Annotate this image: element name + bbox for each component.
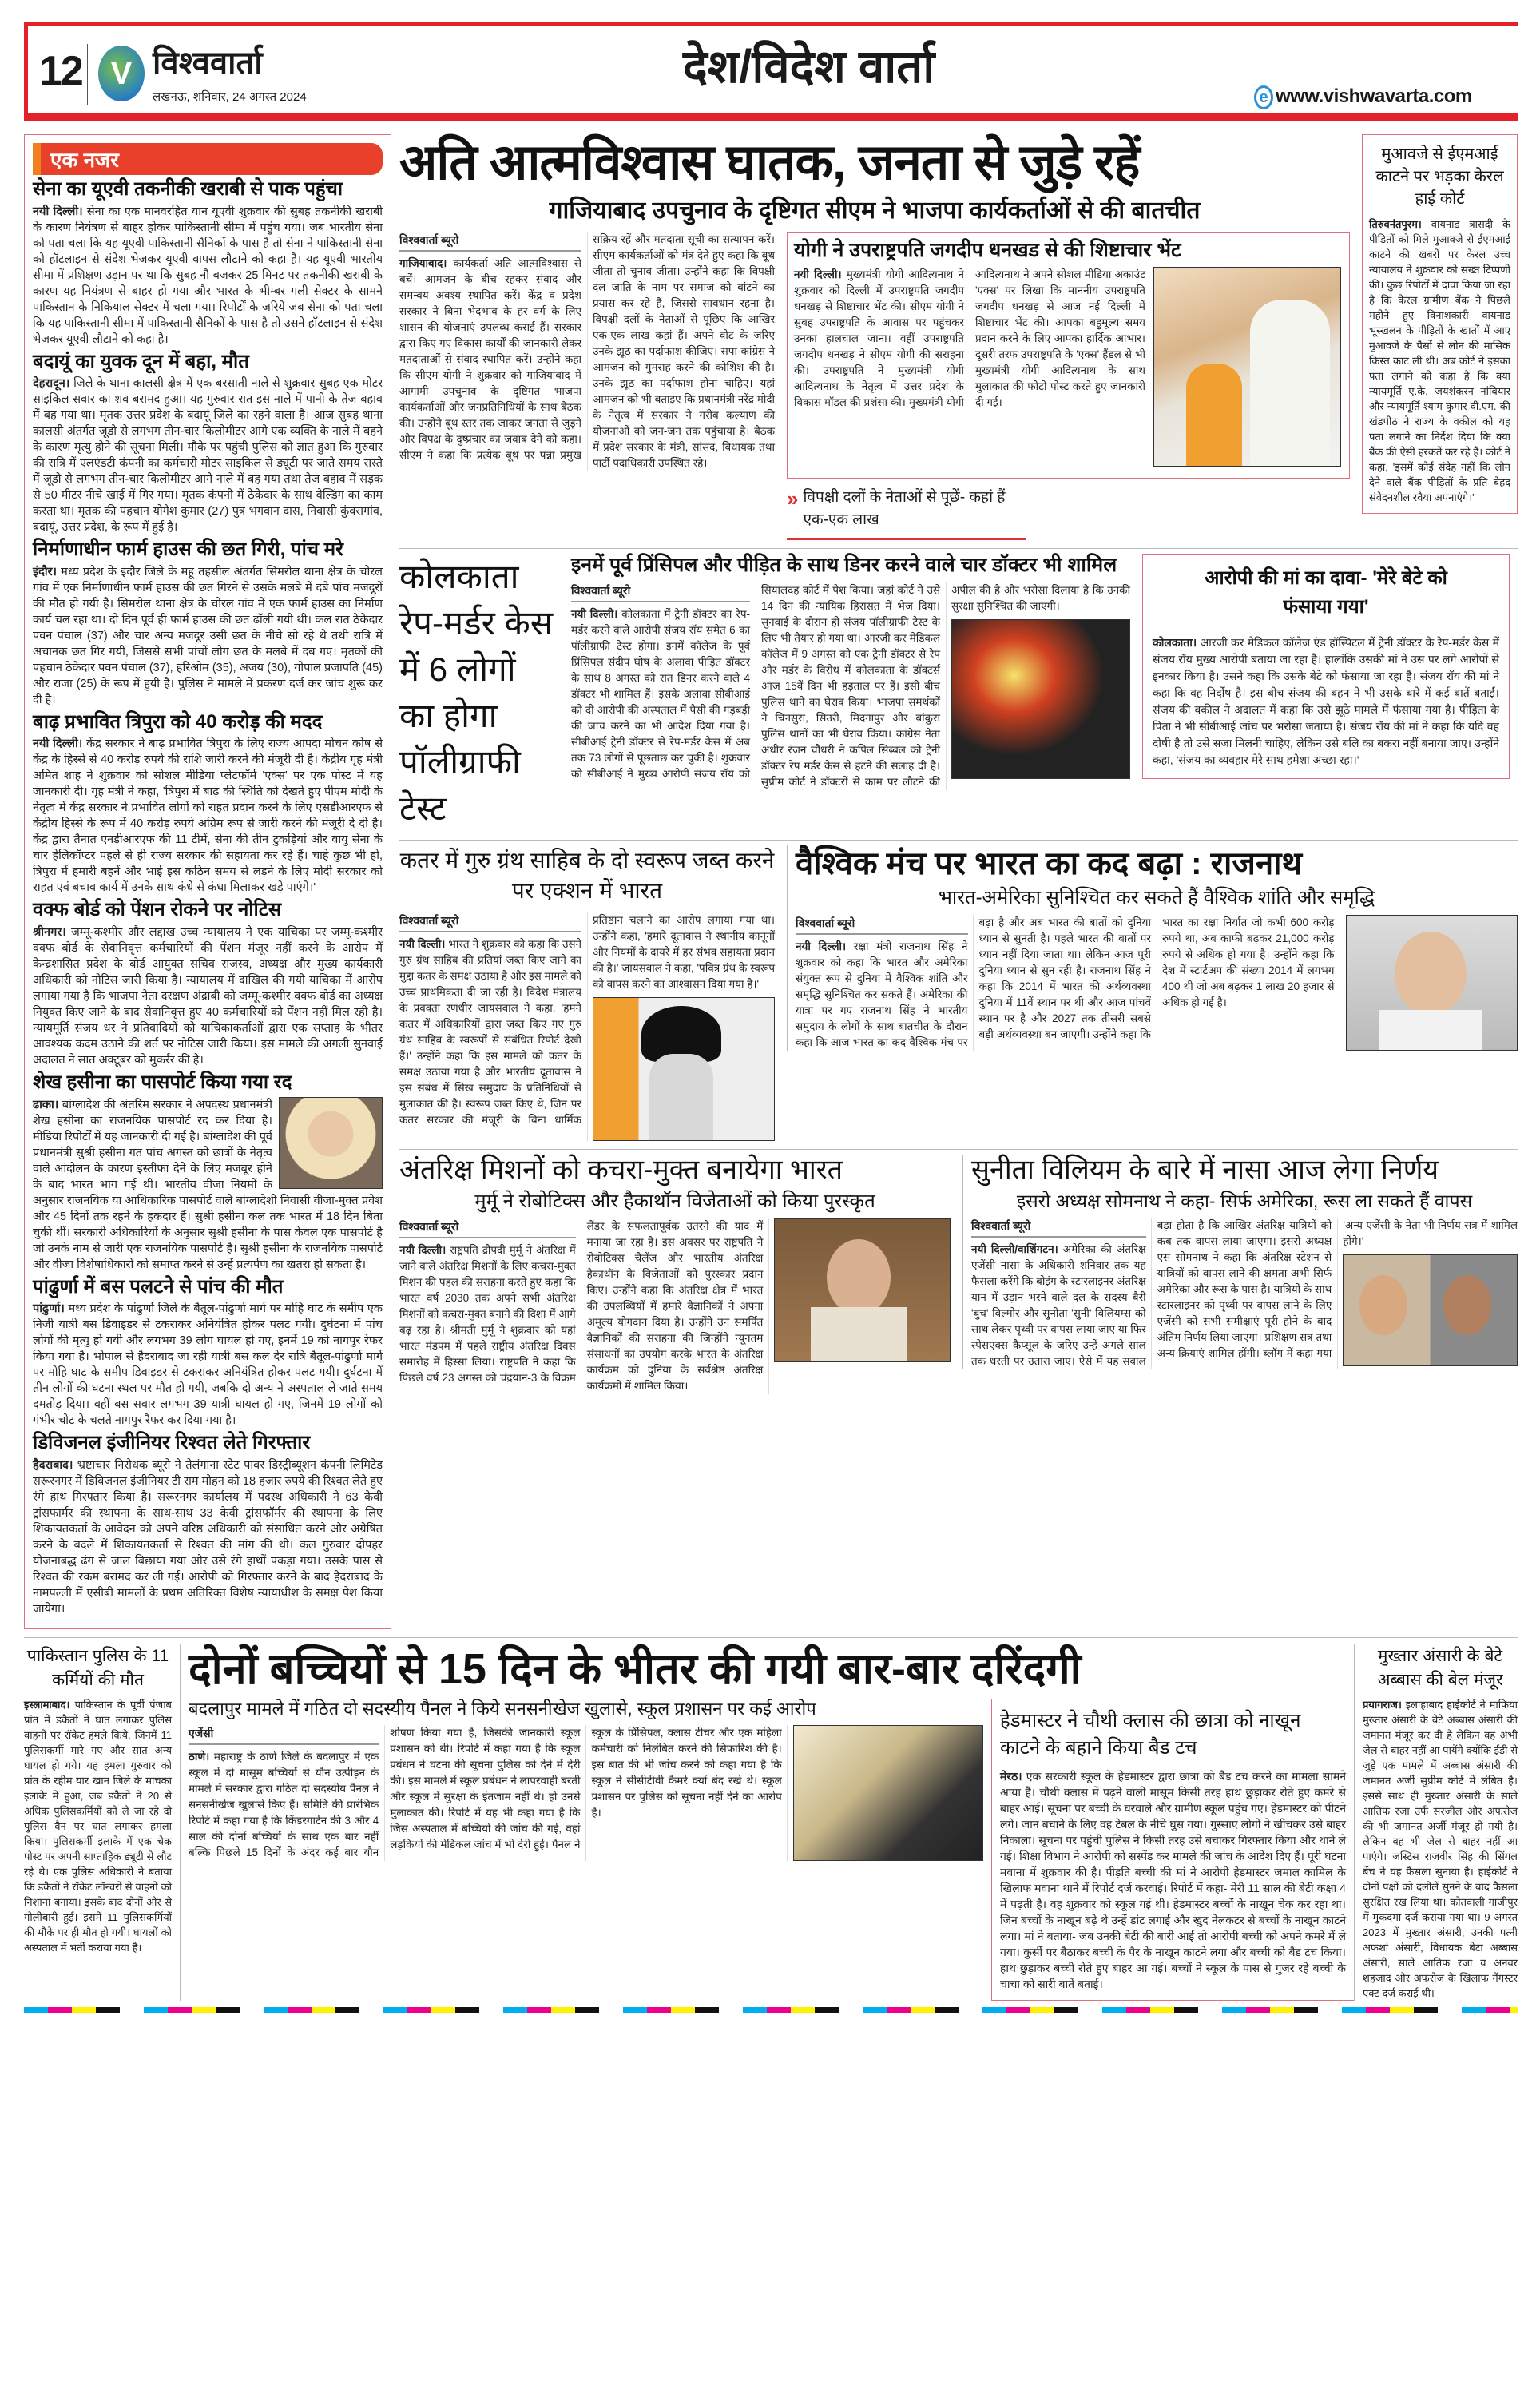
mother-claim-box: आरोपी की मां का दावा- 'मेरे बेटे को फंसाया गया' कोलकाता। आरजी कर मेडिकल कॉलेज एंड हॉस्पिटल में ट्रेनी डॉक्टर के रेप-मर्डर केस में संजय रॉय मुख्य आरोपी बताया जा रहा है। हालांकि उसकी मां ने उस पर लगे आरोपों से इनकार किया है। उसने कहा कि उसके बेटे को फंसाया जा रहा है। संजय रॉय की मां ने कहा कि वह निर्दोष है। इस बीच संजय की बहन ने भी उसके बारे में कई बातें बताईं। संजय की वकील ने अदालत में कहा कि उसे झूठे मामले में फंसाया गया है। पीड़िता के पिता ने भी सीबीआई जांच पर भरोसा जताया है। संजय रॉय की मां ने कहा कि यदि वह दोषी है तो उसे सजा मिलनी चाहिए, लेकिन उसे बलि का बकरा नहीं बनाया जाए। उन्होंने कहा, 'संजय का व्यवहार मेरे साथ हमेशा अच्छा रहा।' — [1142, 554, 1510, 779]
lead-body: कार्यकर्ता अति आत्मविश्वास से बचें। आमजन के बीच रहकर संवाद और समन्वय अवश्य स्थापित करें। केंद्र व प्रदेश सरकार ने बिना भेदभाव के हर वर्ग के लिए शासन की योजनाएं उपलब्ध कराई हैं। सरकार द्वारा किए गए विकास कार्यों की जानकारी लेकर मतदाताओं से संवाद स्थापित करें। उन्होंने कहा कि सीएम योगी ने शुक्रवार को गाजियाबाद में आगामी उपचुनाव के दृष्टिगत भाजपा कार्यकर्ताओं और जनप्रतिनिधियों के साथ बैठक की। उन्होंने बूथ स्तर तक जाकर जनता से जुड़ने और विपक्ष के दुष्प्रचार का जवाब देने को कहा। सीएम ने कहा कि प्रत्येक बूथ पर पन्ना प्रमुख सक्रिय रहें और मतदाता सूची का सत्यापन करें। सीएम कार्यकर्ताओं को मंत्र देते हुए कहा कि बूथ जीता तो चुनाव जीता। उन्होंने कहा कि विपक्षी दल जाति के नाम पर समाज को बांटने का प्रयास कर रहे हैं, जिससे सावधान रहना है। विपक्षी दलों के नेताओं से पूछिए कि आखिर एक-एक लाख कहां हैं। अपने वोट के जरिए उनके झूठ का पर्दाफाश कीजिए। सपा-कांग्रेस ने आमजन को गुमराह करने की कोशिश की है। उनके झूठ का पर्दाफाश होना चाहिए। यहां आमजन को भी बताइए कि प्रधानमंत्री नरेंद्र मोदी के नेतृत्व में सरकार ने गरीब कल्याण की योजनाओं को जन-जन तक पहुंचाया है। बैठक में प्रदेश सरकार के मंत्री, सांसद, विधायक तथा पार्टी पदाधिकारी उपस्थित रहे। — [399, 233, 775, 469]
mukhtar-article: प्रयागराज। इलाहाबाद हाईकोर्ट ने माफिया मुख्तार अंसारी के बेटे अब्बास अंसारी की जमानत मंजूर कर दी है लेकिन वह अभी जेल से बाहर नहीं आ पायेंगे क्योंकि ईडी से जुड़े एक मामले में अब्बास अंसारी की जमानत अर्जी सुप्रीम कोर्ट में लंबित है। इससे साथ ही मुख्तार अंसारी के साले आतिफ रजा उर्फ सरजील और अफरोज की भी जमानत अर्जी मंजूर हो गयी है। लेकिन वह भी जेल से बाहर नहीं आ पाएंगे। जस्टिस राजवीर सिंह की सिंगल बेंच ने यह फैसला सुनाया है। हाईकोर्ट ने दोनों पक्षों को दलीलें सुनने के बाद फैसला सुरक्षित रख लिया था। कोतवाली गाजीपुर में मुकदमा दर्ज कराया गया था। 9 अगस्त 2023 में मुख्तार अंसारी, उनकी पत्नी अफशां अंसारी, विधायक बेटा अब्बास अंसारी, साले आतिफ रजा व अनवर शहजाद और अफरोज के खिलाफ गैंगस्टर एक्ट दर्ज कराई थी। — [1363, 1698, 1518, 1999]
brief-body: मध्य प्रदेश के इंदौर जिले के महू तहसील अंतर्गत सिमरोल थाना क्षेत्र के चोरल गांव में एक निर्माणाधीन फार्म हाउस की छत गिरने से उसके मलबे में दबे पांच मजदूरों की मौत हो गयी है। सिमरोल थाना क्षेत्र के चोरल गांव में एक फार्म हाउस का निर्माण कार्य चल रहा था। दो दिन पूर्व ही फार्म हाउस की छत ढॉली गयी थी। कल रात ठेकेदार पवन पंचाल (37) और चार अन्य मजदूर उसी छत के नीचे सो रहे थे तथी रात्रि में अचानक छत गिर गयी, जिससे सभी पांचों लोग छत के मलबे में दब गए। मृतकों की पहचान ठेकेदार पवन पंचाल (37), हरिओम (35), अजय (30), गोपाल प्रजापति (45) और राजा (25) के रूप में हुयी है। पुलिस ने मामले में प्रकरण दर्ज कर जांच शुरू कर दी है। — [33, 565, 383, 706]
globe-icon: e — [1254, 85, 1273, 109]
kolkata-section — [399, 549, 1518, 841]
byline: विश्ववार्ता ब्यूरो — [399, 232, 581, 252]
badlapur-article: एजेंसी ठाणे। महाराष्ट्र के ठाणे जिले के बदलापुर में एक स्कूल में दो मासूम बच्चियों से यौन उत्पीड़न के मामले में सरकार द्वारा गठित दो सदस्यीय पैनल ने सनसनीखेज खुलासे किए हैं। समिति की प्रारंभिक रिपोर्ट में कहा गया है कि किंडरगार्टन की 3 और 4 साल की दोनों बच्चियों के साथ एक बार नहीं बल्कि पिछले 15 दिनों के अंदर कई बार यौन शोषण किया गया है, जिसकी जानकारी स्कूल प्रशासन को थी। रिपोर्ट में कहा गया है कि स्कूल प्रबंधन ने घटना की सूचना पुलिस को देने में देरी की। इस मामले में स्कूल प्रबंधन ने लापरवाही बरती और स्कूल में सुरक्षा के इंतजाम नहीं थे। हो उनसे मुलाकात की। रिपोर्ट में यह भी कहा गया है कि जिस अस्पताल में बच्चियों की जांच की गई, वहां लड़कियों की मेडिकल जांच में भी देरी हुई। पैनल ने स्कूल के प्रिंसिपल, क्लास टीचर और एक महिला कर्मचारी को निलंबित करने की सिफारिश की है। इस बात की भी जांच करने को कहा गया है कि स्कूल ने सीसीटीवी कैमरे क्यों बंद रखे थे। स्कूल प्रशासन पर पुलिस को सूचना नहीं देने का आरोप है। — [189, 1725, 983, 1861]
dateline: लखनऊ, शनिवार, 24 अगस्त 2024 — [153, 90, 307, 104]
lead-subhead: गाजियाबाद उपचुनाव के दृष्टिगत सीएम ने भाजपा कार्यकर्ताओं से की बातचीत — [549, 197, 1201, 225]
brief-headline: बाढ़ प्रभावित त्रिपुरा को 40 करोड़ की मदद — [33, 710, 323, 733]
yogi-box — [787, 232, 1350, 479]
qatar-rajnath-section — [399, 841, 1518, 1150]
yogi-article: नयी दिल्ली। मुख्यमंत्री योगी आदित्यनाथ ने शुक्रवार को दिल्ली में उपराष्ट्रपति जगदीप धनखड़ से शिष्टाचार भेंट की। सीएम योगी ने सुबह उपराष्ट्रपति के आवास पर पहुंचकर उनका हालचाल जाना। वहीं उपराष्ट्रपति जगदीप धनखड़ ने सीएम योगी की सराहना की। उपराष्ट्रपति ने मुख्यमंत्री योगी आदित्यनाथ के नेतृत्व में उत्तर प्रदेश के विकास मॉडल की प्रशंसा की। मुख्यमंत्री योगी आदित्यनाथ ने अपने सोशल मीडिया अकाउंट 'एक्स' पर लिखा कि माननीय उपराष्ट्रपति जगदीप धनखड़ से आज नई दिल्ली में शिष्टाचार भेंट की। आपका बहुमूल्य समय प्रदान करने के लिए आपका हार्दिक आभार। दूसरी तरफ उपराष्ट्रपति के 'एक्स' हैंडल से भी मुख्यमंत्री योगी आदित्यनाथ के साथ मुलाकात की फोटो पोस्ट करते हुए जानकारी दी गई। — [794, 268, 1145, 408]
brief-headline: बदायूं का युवक दून में बहा, मौत — [33, 350, 249, 372]
ek-nazar-column — [24, 134, 391, 1629]
news-brief: पांढुर्णा में बस पलटने से पांच की मौत पांढुर्णा। मध्य प्रदेश के पांढुर्णा जिले के बैतूल-पांढुर्णा मार्ग पर मोहि घाट के समीप एक निजी यात्री बस डिवाइडर से टकराकर अनियंत्रित होकर पलट गयी। दुर्घटना में पांच लोगों की मृत्यु हो गयी और लगभग 39 लोग घायल हो गए, इनमें 19 को नागपुर रेफर किया गया है। भोपाल से हैदराबाद जा रही यात्री बस कल देर रात्रि बैतूल-पांढुर्णा मार्ग पर मोहि घाट के समीप डिवाइडर से टकराकर अनियंत्रित होकर पलट गयी। दुर्घटना में तीन लोगों की घटना स्थल पर मौत हो गयी, जबकि दो अन्य ने अस्पताल ले जाते समय दमतोड़ दिया। वहीं बस सवार लगभग 39 यात्री घायल हो गए, जिनमें 19 लोगों को गंभीर चोट के चलते नागपुर रैफर कर दिया गया है। — [33, 1275, 383, 1428]
quote-chevron-icon: » — [787, 486, 799, 511]
sunita-subhead: इसरो अध्यक्ष सोमनाथ ने कहा- सिर्फ अमेरिका, रूस ला सकते हैं वापस — [1016, 1190, 1473, 1211]
kerala-headline: मुआवजे से ईएमआई काटने पर भड़का केरल हाई कोर्ट — [1375, 145, 1504, 208]
logo-icon: V — [98, 46, 145, 101]
pak-article: इस्लामाबाद। पाकिस्तान के पूर्वी पंजाब प्रांत में डकैतों ने घात लगाकर पुलिस वाहनों पर रॉकेट हमले किये, जिनमें 11 पुलिसकर्मी मारे गए और सात अन्य घायल हो गये। यह हमला गुरुवार को प्रांत के रहीम यार खान जिले के माचका इलाके में हुआ, जब डकैतों ने 20 से अधिक पुलिसकर्मियों को ले जा रहे दो पुलिस वैन पर घात लगाकर हमला किया। पुलिसकर्मी इलाके में एक चेक पोस्ट पर अपनी साप्ताहिक ड्यूटी से लौट रहे थे। एक पुलिस अधिकारी ने बताया कि डकैतों ने रॉकेट लॉन्चरों से वाहनों को निशाना बनाया। इसके बाद दोनों ओर से गोलीबारी हुई। इसमें 11 पुलिसकर्मियों की मौके पर ही मौत हो गयी। घायलों को अस्पताल में भर्ती कराया गया है। — [24, 1698, 172, 1954]
headmaster-box: हेडमास्टर ने चौथी क्लास की छात्रा को नाखून काटने के बहाने किया बैड टच मेरठ। एक सरकारी स्कूल के हेडमास्टर द्वारा छात्रा को बैड टच करने का मामला सामने आया है। चौथी क्लास में पढ़ने वाली मासूम किसी तरह हाथ छुड़ाकर रोते हुए कमरे से बाहर आई। सूचना पर बच्ची के घरवाले और ग्रामीण स्कूल पहुंच गए। हेडमास्टर को पीटने लगे। जान बचाने के लिए वह टेबल के नीचे घुस गया। गुस्साए लोगों ने खींचकर उसे बाहर निकाला। सूचना पर पहुंची पुलिस ने किसी तरह उसे बचाकर गिरफ्तार किया और थाने ले गई। शिक्षा विभाग ने आरोपी को सस्पेंड कर मामले की जांच के आदेश दिए हैं। पूरी घटना मवाना में शुक्रवार की है। पीड़ति बच्ची की मां ने आरोपी हेडमास्टर जमाल कामिल के खिलाफ मवाना थाने में रिपोर्ट दर्ज करवाई। रिपोर्ट में कहा- मेरी 11 साल की बेटी कक्षा 4 में पढ़ती है। वह शुक्रवार को स्कूल गई थी। हेडमास्टर बच्चों के नाखून चेक कर रहा था। जिन बच्चों के नाखून बढ़े थे उन्हें डांट लगाई और खुद नेलकटर से बच्चों के नाखून काटने लगा। मां ने बताया- जब उनकी बेटी की बारी आई तो आरोपी बच्ची को अपने कमरे में ले गया। कुर्सी पर बैठाकर बच्ची के पैर के नाखून काटने लगा और बच्ची को बैड टच किया। हाथ छुड़ाकर बच्ची रोते हुए बाहर आ गई। बच्चों ने स्कूल के पास से गुजर रहे बच्ची के चाचा को सारी बातें बताई। — [991, 1699, 1355, 2001]
news-brief: शेख हसीना का पासपोर्ट किया गया रद ढाका। बांग्लादेश की अंतरिम सरकार ने अपदस्थ प्रधानमंत्री शेख हसीना का राजनयिक पासपोर्ट रद कर दिया है। मीडिया रिपोर्टों में यह जानकारी दी गई है। बांग्लादेश की पूर्व प्रधानमंत्री सुश्री हसीना गत पांच अगस्त को छात्रों के नेतृत्व वाले आंदोलन के कारण इस्तीफा देने के लिए मजबूर होने के बाद भारत भाग गई थीं। भारतीय वीजा नियमों के अनुसार राजनयिक या आधिकारिक पासपोर्ट वाले बांग्लादेशी निवासी वीजा-मुक्त प्रवेश और 45 दिनों तक रहने के हकदार हैं। सुश्री हसीना कल तक भारत में 18 दिन बिता चुकी थीं। सरकारी अधिकारियों के अनुसार सुश्री हसीना के पास केवल एक पासपोर्ट है जो उनके नाम से जारी एक राजनयिक पासपोर्ट है। सुश्री हसीना के राजनयिक पासपोर्ट और वीजा विशेषाधिकारों को समाप्त करने से उन्हें प्रत्यर्पण का खतरा हो सकता है। — [33, 1071, 383, 1271]
brief-body: सेना का एक मानवरहित यान यूएवी शुक्रवार की सुबह तकनीकी खराबी के कारण नियंत्रण से बाहर होकर पाकिस्तानी सीमा में पहुंच गया। जब भारतीय सेना को पता चला कि यह यूएवी पाकिस्तानी सैनिकों के पास है तो सेना ने पाकिस्तानी सेना को हॉटलाइन से संदेश भेजकर यूएवी वापस लौटाने को कहा है। यह यूएवी भारतीय सीमा में प्रशिक्षण उड़ान पर था कि सुबह नौ बजकर 25 मिनट पर तकनीकी खराबी के कारण यह नियंत्रण से बाहर हो गया और भारत के भीम्बर गली सेक्टर के सामने पाकिस्तान के निकियाल सेक्टर में चला गया। रिपोर्टों के जरिये जब सेना को पता चला कि यह पाकिस्तानी सीमा में पाकिस्तानी सैनिकों के पास है तो उसने हॉटलाइन से संदेश भेजकर यूएवी लौटाने को कहा है। — [33, 205, 383, 346]
badlapur-subhead: बदलापुर मामले में गठित दो सदस्यीय पैनल ने किये सनसनीखेज खुलासे, स्कूल प्रशासन पर कई आरोप — [189, 1698, 816, 1719]
brief-headline: डिविजनल इंजीनियर रिश्वत लेते गिरफ्तार — [33, 1432, 311, 1454]
page-number: 12 — [39, 48, 82, 94]
news-brief: डिविजनल इंजीनियर रिश्वत लेते गिरफ्तार हैदराबाद। भ्रष्टाचार निरोधक ब्यूरो ने तेलंगाना स्टेट पावर डिस्ट्रीब्यूशन कंपनी लिमिटेड सरूरनगर में डिविजनल इंजीनियर टी राम मोहन को 18 हजार रुपये की रिश्वत लेते हुए रंगे हाथ गिरफ्तार किया है। सरूरनगर कार्यालय में पदस्थ अधिकारी ने 63 केवी ट्रांसफार्मर की स्थापना के साथ-साथ 33 केवी ट्रांसफॉर्मर की स्थापना के लिए शिकायतकर्ता के आवेदन को अपने वरिष्ठ अधिकारी को संसाधित करने और अग्रेषित करने के बदले में शिकायतकर्ता से रिश्वत की मांग की थी। कल गुरुवार दोपहर योजनाबद्ध ढंग से जाल बिछाया गया और उसे रंगे हाथों पकड़ा गया। उसके पास से रिश्वत की रकम बरामद कर ली गई। आरोपी को गिरफ्तार करने के बाद हैदराबाद के नामपल्ली में एसीबी मामलों के प्रथम अतिरिक्त विशेष न्यायाधीश के समक्ष पेश किया जायेगा। — [33, 1432, 383, 1616]
brief-list — [33, 178, 383, 1617]
sikh-leader-photo — [593, 997, 775, 1141]
space-sunita-section — [399, 1150, 1518, 1403]
space-subhead: मुर्मू ने रोबोटिक्स और हैकाथॉन विजेताओं को किया पुरस्कृत — [474, 1190, 875, 1212]
mukhtar-headline: मुख्तार अंसारी के बेटे अब्बास की बेल मंजूर — [1377, 1646, 1503, 1689]
brief-body: भ्रष्टाचार निरोधक ब्यूरो ने तेलंगाना स्टेट पावर डिस्ट्रीब्यूशन कंपनी लिमिटेड सरूरनगर में डिविजनल इंजीनियर टी राम मोहन को 18 हजार रुपये की रिश्वत लेते हुए रंगे हाथ गिरफ्तार किया है। सरूरनगर कार्यालय में पदस्थ अधिकारी ने 63 केवी ट्रांसफार्मर की स्थापना के साथ-साथ 33 केवी ट्रांसफॉर्मर की स्थापना के लिए शिकायतकर्ता के आवेदन को अपने वरिष्ठ अधिकारी को संसाधित करने और अग्रेषित करने के बदले में शिकायतकर्ता से रिश्वत की मांग की थी। कल गुरुवार दोपहर योजनाबद्ध ढंग से जाल बिछाया गया और उसे रंगे हाथों पकड़ा गया। उसके पास से रिश्वत की रकम बरामद कर ली गई। आरोपी को गिरफ्तार करने के बाद हैदराबाद के नामपल्ली में एसीबी मामलों के प्रथम अतिरिक्त विशेष न्यायाधीश के समक्ष पेश किया जायेगा। — [33, 1458, 383, 1616]
kolkata-photo — [951, 619, 1130, 779]
brief-headline: पांढुर्णा में बस पलटने से पांच की मौत — [33, 1275, 284, 1298]
brief-body: बांग्लादेश की अंतरिम सरकार ने अपदस्थ प्रधानमंत्री शेख हसीना का राजनयिक पासपोर्ट रद कर दिया है। मीडिया रिपोर्टों में यह जानकारी दी गई है। बांग्लादेश की पूर्व प्रधानमंत्री सुश्री हसीना गत पांच अगस्त को छात्रों के नेतृत्व वाले आंदोलन के कारण इस्तीफा देने के लिए मजबूर होने के बाद भारत भाग गई थीं। भारतीय वीजा नियमों के अनुसार राजनयिक या आधिकारिक पासपोर्ट वाले बांग्लादेशी निवासी वीजा-मुक्त प्रवेश और 45 दिनों तक रहने के हकदार हैं। सुश्री हसीना कल तक भारत में 18 दिन बिता चुकी थीं। सरकारी अधिकारियों के अनुसार सुश्री हसीना के पास केवल एक पासपोर्ट है जो उनके नाम से जारी एक राजनयिक पासपोर्ट है। सुश्री हसीना के राजनयिक पासपोर्ट और वीजा विशेषाधिकारों को समाप्त करने से उन्हें प्रत्यर्पण का खतरा हो सकता है। — [33, 1098, 383, 1271]
brief-body: जम्मू-कश्मीर और लद्दाख उच्च न्यायालय ने एक याचिका पर जम्मू-कश्मीर वक्फ बोर्ड के सेवानिवृत्त कर्मचारियों की पेंशन मंजूर नहीं करने के आरोप में केन्द्रशासित प्रदेश के बोर्ड आयुक्त सचिव राजस्व, अध्यक्ष और मुख्य कार्यकारी अधिकारी को नोटिस जारी किया है। न्यायालय में दाखिल की गयी याचिका में आरोप लगाया गया है कि भाजपा नेता दरक्षण अंद्राबी को जम्मू-कश्मीर वक्फ बोर्ड का अध्यक्ष नियुक्त किए जाने के बाद सेवानिवृत्त हुए 40 कर्मचारियों को पेंशन नहीं मिल रही है। न्यायमूर्ति संजय धर ने प्रतिवादियों को याचिकाकर्ताओं द्वारा एक सप्ताह के भीतर आवश्यक कदम उठाने की शर्त पर नोटिस जारी किया। इस मामले की अगली सुनवाई अदालत ने सात अक्टूबर को मुकर्रर की है। — [33, 925, 383, 1067]
brief-body: केंद्र सरकार ने बाढ़ प्रभावित त्रिपुरा के लिए राज्य आपदा मोचन कोष से केंद्र के हिस्से से 40 करोड़ रुपये की राशि जारी करने की मंजूरी दी है। केंद्रीय गृह मंत्री अमित शाह ने शुक्रवार को सोशल मीडिया प्लेटफॉर्म 'एक्स' पर एक पोस्ट में यह जानकारी दी। गृह मंत्री ने कहा, 'त्रिपुरा में बाढ़ की स्थिति को देखते हुए पीएम मोदी के नेतृत्व में केंद्र सरकार ने प्रभावित लोगों को राहत प्रदान करने के लिए एसडीआरएफ से केंद्रीय हिस्से के रूप में 40 करोड़ रुपये अग्रिम रूप से जारी करने की मंजूरी दे दी है। केंद्र द्वारा तैनात एनडीआरएफ की 11 टीमें, सेना की तीन टुकड़ियां और वायु सेना के चार हेलिकॉप्टर पहले से ही राज्य सरकार की सहायता कर रहे हैं। चाहे कुछ भी हो, त्रिपुरा में हमारी बहनें और भाई इस कठिन समय से लड़ने के लिए मोदी सरकार को राहत एवं बचाव कार्य में उनके साथ कंधे से कंधा मिलाकर खड़े पाएंगे।' — [33, 737, 383, 895]
qatar-headline: कतर में गुरु ग्रंथ साहिब के दो स्वरूप जब्त करने पर एक्शन में भारत — [399, 847, 775, 903]
kerala-box: मुआवजे से ईएमआई काटने पर भड़का केरल हाई कोर्ट तिरुवनंतपुरम। वायनाड त्रासदी के पीड़ितों को मिले मुआवजे से ईएमआई काटने की खबरों पर केरल उच्च न्यायालय ने शुक्रवार को सख्त टिप्पणी की। कुछ रिपोर्टों में दावा किया जा रहा है कि केरल ग्रामीण बैंक ने पिछले महीने हुए विनाशकारी वायनाड भूस्खलन के पीड़ितों के खातों में आए मुआवजे के पैसों से लोन की मासिक किस्त काट ली थी। अब कोर्ट ने इसका पता लगाने को कहा है कि क्या न्यायमूर्ति ए.के. जयशंकरन नांबियार और न्यायमूर्ति श्याम कुमार वी.एम. की खंडपीठ ने राज्य के वकील को यह पता लगाने का निर्देश दिया कि क्या बैंक की ऐसी हरकतें कर रहे हैं। कोर्ट ने कहा, 'इसमें कोई संदेह नहीं कि लोन देने वाले बैंक पीड़ितों के प्रति बेहद संवेदनशील रवैया अपनाएंगे।' — [1362, 134, 1518, 514]
yogi-photo — [1153, 267, 1341, 467]
yogi-headline: योगी ने उपराष्ट्रपति जगदीप धनखड से की शिष्टाचार भेंट — [794, 238, 1181, 261]
headmaster-headline: हेडमास्टर ने चौथी क्लास की छात्रा को नाखून काटने के बहाने किया बैड टच — [1000, 1709, 1301, 1759]
masthead — [24, 22, 1518, 121]
news-brief: वक्फ बोर्ड को पेंशन रोकने पर नोटिस श्रीनगर। जम्मू-कश्मीर और लद्दाख उच्च न्यायालय ने एक याचिका पर जम्मू-कश्मीर वक्फ बोर्ड के सेवानिवृत्त कर्मचारियों की पेंशन मंजूर नहीं करने के आरोप में केन्द्रशासित प्रदेश के बोर्ड आयुक्त सचिव राजस्व, अध्यक्ष और मुख्य कार्यकारी अधिकारी को नोटिस जारी किया है। न्यायालय में दाखिल की गयी याचिका में आरोप लगाया गया है कि भाजपा नेता दरक्षण अंद्राबी को जम्मू-कश्मीर वक्फ बोर्ड का अध्यक्ष नियुक्त किए जाने के बाद सेवानिवृत्त हुए 40 कर्मचारियों को पेंशन नहीं मिल रही है। न्यायमूर्ति संजय धर ने प्रतिवादियों को याचिकाकर्ताओं द्वारा एक सप्ताह के भीतर आवश्यक कदम उठाने की शर्त पर नोटिस जारी किया। इस मामले की अगली सुनवाई अदालत ने सात अक्टूबर को मुकर्रर की है। — [33, 899, 383, 1067]
masthead-divider — [87, 44, 88, 105]
news-brief: बाढ़ प्रभावित त्रिपुरा को 40 करोड़ की मदद नयी दिल्ली। केंद्र सरकार ने बाढ़ प्रभावित त्रिपुरा के लिए राज्य आपदा मोचन कोष से केंद्र के हिस्से से 40 करोड़ रुपये की राशि जारी करने की मंजूरी दी है। केंद्रीय गृह मंत्री अमित शाह ने शुक्रवार को सोशल मीडिया प्लेटफॉर्म 'एक्स' पर एक पोस्ट में यह जानकारी दी। गृह मंत्री ने कहा, 'त्रिपुरा में बाढ़ की स्थिति को देखते हुए पीएम मोदी के नेतृत्व में केंद्र सरकार ने प्रभावित लोगों को राहत प्रदान करने के लिए एसडीआरएफ से केंद्रीय हिस्से के रूप में 40 करोड़ रुपये अग्रिम रूप से जारी करने की मंजूरी दे दी है। केंद्र द्वारा तैनात एनडीआरएफ की 11 टीमें, सेना की तीन टुकड़ियां और वायु सेना के चार हेलिकॉप्टर पहले से ही राज्य सरकार की सहायता कर रहे हैं। चाहे कुछ भी हो, त्रिपुरा में हमारी बहनें और भाई इस कठिन समय से लड़ने के लिए मोदी सरकार को राहत एवं बचाव कार्य में उनके साथ कंधे से कंधा मिलाकर खड़े पाएंगे।' — [33, 710, 383, 895]
sunita-article: विश्ववार्ता ब्यूरो नयी दिल्ली/वाशिंगटन। अमेरिका की अंतरिक्ष एजेंसी नासा के अधिकारी शनिवार तक यह फैसला करेंगे कि बोइंग के स्टारलाइनर अंतरिक्ष यान में उड़ान भरने वाले दल के सदस्य बैरी 'बुच' विल्मोर और सुनीता 'सुनी' विलियम्स को साथ लेकर पृथ्वी पर वापस लाया जाए या फिर स्पेसएक्स कैप्सूल के जरिए उन्हें अगले साल तक धरती पर उतारा जाए। ऐसे में यह सवाल बड़ा होता है कि आखिर अंतरिक्ष यात्रियों को कब तक वापस लाया जाएगा। इसरो अध्यक्ष एस सोमनाथ ने कहा कि अंतरिक्ष स्टेशन से यात्रियों को वापस लाने की क्षमता अभी सिर्फ अमेरिका और रूस के पास है। यात्रियों के साथ स्टारलाइनर को पृथ्वी पर वापस लाने के लिए एजेंसी को सभी समीक्षाएं पूरी होने के बाद अंतिम निर्णय लिया जाएगा। प्रशिक्षण सत्र तथा अन्य क्रियाएं शामिल होंगी। ब्लॉग में कहा गया 'अन्य एजेंसी के नेता भी निर्णय सत्र में शामिल होंगे।' — [971, 1219, 1518, 1368]
rajnath-photo — [1346, 915, 1518, 1051]
rajnath-article: विश्ववार्ता ब्यूरो नयी दिल्ली। रक्षा मंत्री राजनाथ सिंह ने शुक्रवार को कहा कि भारत और अमेरिका संयुक्त रूप से दुनिया में वैश्विक शांति और समृद्धि सुनिश्चित कर सकते हैं। अमेरिका की यात्रा पर गए राजनाथ सिंह ने भारतीय समुदाय के लोगों के साथ बातचीत के दौरान कहा कि आज भारत का कद वैश्विक मंच पर बढ़ा है और अब भारत की बातों को दुनिया ध्यान से सुनती है। पहले भारत की बातों पर ध्यान नहीं दिया जाता था। लेकिन आज पूरी दुनिया ध्यान से सुन रही है। राजनाथ सिंह ने कहा कि 2014 में भारत की अर्थव्यवस्था दुनिया में 11वें स्थान पर थी और आज पांचवें स्थान पर है और 2027 तक तीसरी सबसे बड़ी अर्थव्यवस्था बन जाएगी। उन्होंने कहा कि भारत का रक्षा निर्यात जो कभी 600 करोड़ रुपये था, अब काफी बढ़कर 21,000 करोड़ रुपये से अधिक हो गया है। उन्होंने कहा कि देश में स्टार्टअप की संख्या 2014 में लगभग 400 थी जो अब बढ़कर 1 लाख 20 हजार से अधिक हो गई है। — [796, 915, 1518, 1051]
logo-name: विश्ववार्ता — [153, 46, 263, 81]
news-brief: सेना का यूएवी तकनीकी खराबी से पाक पहुंचा नयी दिल्ली। सेना का एक मानवरहित यान यूएवी शुक्रवार की सुबह तकनीकी खराबी के कारण नियंत्रण से बाहर होकर पाकिस्तानी सीमा में पहुंच गया। जब भारतीय सेना को पता चला कि यह यूएवी पाकिस्तानी सैनिकों के पास है तो सेना ने पाकिस्तानी सेना को हॉटलाइन से संदेश भेजकर यूएवी वापस लौटाने को कहा है। यह यूएवी भारतीय सीमा में प्रशिक्षण उड़ान पर था कि सुबह नौ बजकर 25 मिनट पर तकनीकी खराबी के कारण यह नियंत्रण से बाहर हो गया और भारत के भीम्बर गली सेक्टर के सामने पाकिस्तान के निकियाल सेक्टर में चला गया। रिपोर्टों के जरिये जब सेना को पता चला कि यह पाकिस्तानी सीमा में पाकिस्तानी सैनिकों के पास है तो उसने हॉटलाइन से संदेश भेजकर यूएवी लौटाने को कहा है। — [33, 178, 383, 346]
section-title: देश/विदेश वार्ता — [683, 41, 935, 93]
brief-body: जिले के थाना कालसी क्षेत्र में एक बरसाती नाले से शुक्रवार सुबह एक मोटर साइकिल सवार का शव बरामद हुआ। यह गुरुवार रात इस नाले में पानी के तेज बहाव में बह गया था। मृतक उत्तर प्रदेश के बदायूं जिले का रहने वाला है। आज सुबह थाना कालसी अंतर्गत जूडो से लगभग तीन-चार किलोमीटर आगे एक व्यक्ति के नाले में बहने के कारण मृत्यु होने की सूचना मिली। मौके पर पहुंची पुलिस को ज्ञात हुआ कि गुरुवार की रात्रि में एलएंडटी कंपनी का कर्मचारी मोटर साइकिल से ड्यूटी पर जाते समय रास्ते में जूडो से लगभग तीन-चार किलोमीटर आगे नाले में बह गया तथा तेज बहाव में सड़क से 50 मीटर नीचे खाई में गिर गया। मृतक कंपनी में ठेकेदार के साथ वेल्डिंग का काम करता था। मृतक की पहचान योगेश कुमार (27) पुत्र भगवान दास, निवासी कुंवरागांव, बदायूं, उत्तर प्रदेश, के रूप में हुई है। — [33, 377, 383, 535]
pull-quote: » विपक्षी दलों के नेताओं से पूछें- कहां हैं एक-एक लाख — [787, 487, 1026, 540]
yogi-body: मुख्यमंत्री योगी आदित्यनाथ ने शुक्रवार को दिल्ली में उपराष्ट्रपति जगदीप धनखड़ से शिष्टाचार भेंट की। सीएम योगी ने सुबह उपराष्ट्रपति के आवास पर पहुंचकर उनका हालचाल जाना। वहीं उपराष्ट्रपति जगदीप धनखड़ ने सीएम योगी की सराहना की। उपराष्ट्रपति ने मुख्यमंत्री योगी आदित्यनाथ के नेतृत्व में उत्तर प्रदेश के विकास मॉडल की प्रशंसा की। मुख्यमंत्री योगी आदित्यनाथ ने अपने सोशल मीडिया अकाउंट 'एक्स' पर लिखा कि माननीय उपराष्ट्रपति जगदीप धनखड़ से आज नई दिल्ली में शिष्टाचार भेंट की। आपका बहुमूल्य समय प्रदान करने के लिए आपका हार्दिक आभार। दूसरी तरफ उपराष्ट्रपति के 'एक्स' हैंडल से भी मुख्यमंत्री योगी आदित्यनाथ के साथ मुलाकात की फोटो पोस्ट करते हुए जानकारी दी गई। — [794, 268, 1145, 408]
kolkata-article: विश्ववार्ता ब्यूरो नयी दिल्ली। कोलकाता में ट्रेनी डॉक्टर का रेप-मर्डर करने वाले आरोपी संजय रॉय समेत 6 का पॉलीग्राफी टेस्ट होगा। इनमें कॉलेज के पूर्व प्रिंसिपल संदीप घोष के अलावा पीड़ित डॉक्टर के साथ 8 अगस्त को रात डिनर करने वाले 4 डॉक्टर भी शामिल हैं। इसके अलावा सीबीआई को दी आरोपी की अस्पताल में पैसी की गड़बड़ी की जांच करने का भी आदेश दिया गया है। सीबीआई ट्रेनी डॉक्टर से रेप-मर्डर केस में अब तक 73 लोगों से पूछताछ कर चुकी है। शुक्रवार को सीबीआई ने मुख्य आरोपी संजय रॉय को सियालदह कोर्ट में पेश किया। जहां कोर्ट ने उसे 14 दिन की न्यायिक हिरासत में भेज दिया। सुनवाई के दौरान ही संजय पॉलीग्राफी टेस्ट के लिए भी तैयार हो गया था। आरजी कर मेडिकल कॉलेज में 9 अगस्त को एक ट्रेनी डॉक्टर से रेप और मर्डर के विरोध में कोलकाता के डॉक्टर्स आज 15वें दिन भी हड़ताल पर हैं। इसी बीच पुलिस थाने का घेराव किया। भाजपा समर्थकों ने चिनसुरा, सिउरी, मिदनापुर और बांकुरा पुलिस थानों का भी घेराव किया। कांग्रेस नेता अधीर रंजन चौधरी ने कपिल सिब्बल को ट्रेनी डॉक्टर रेप मर्डर केस से हटने की सलाह दी है। सुप्रीम कोर्ट ने डॉक्टरों से काम पर लौटने की अपील की है और भरोसा दिलाया है कि उनकी सुरक्षा सुनिश्चित की जाएगी। — [571, 584, 1130, 789]
website-link[interactable]: www.vishwavarta.com — [1276, 85, 1472, 107]
pak-headline: पाकिस्तान पुलिस के 11 कर्मियों की मौत — [26, 1646, 169, 1689]
lead-section — [399, 134, 1518, 549]
murmu-photo — [774, 1218, 951, 1362]
kolkata-headline: इनमें पूर्व प्रिंसिपल और पीड़ित के साथ डिनर करने वाले चार डॉक्टर भी शामिल — [571, 553, 1117, 576]
badlapur-headline: दोनों बच्चियों से 15 दिन के भीतर की गयी बार-बार दरिंदगी — [189, 1644, 1082, 1693]
ek-nazar-label: एक नजर — [33, 143, 383, 175]
badlapur-photo — [793, 1725, 983, 1861]
news-brief: बदायूं का युवक दून में बहा, मौत देहरादून। जिले के थाना कालसी क्षेत्र में एक बरसाती नाले से शुक्रवार सुबह एक मोटर साइकिल सवार का शव बरामद हुआ। यह गुरुवार रात इस नाले में पानी के तेज बहाव में बह गया था। मृतक उत्तर प्रदेश के बदायूं जिले का रहने वाला है। आज सुबह थाना कालसी अंतर्गत जूडो से लगभग तीन-चार किलोमीटर आगे एक व्यक्ति के नाले में बहने के कारण मृत्यु होने की सूचना मिली। मौके पर पहुंची पुलिस को ज्ञात हुआ कि गुरुवार की रात्रि में एलएंडटी कंपनी का कर्मचारी मोटर साइकिल से ड्यूटी पर जाते समय रास्ते में जूडो से लगभग तीन-चार किलोमीटर आगे नाले में बह गया तथा तेज बहाव में सड़क से 50 मीटर नीचे खाई में गिर गया। मृतक कंपनी में ठेकेदार के साथ वेल्डिंग का काम करता था। मृतक की पहचान योगेश कुमार (27) पुत्र भगवान दास, निवासी कुंवरागांव, बदायूं, उत्तर प्रदेश, के रूप में हुई है। — [33, 350, 383, 535]
sheikh-hasina-photo — [279, 1097, 383, 1189]
kolkata-side-title: कोलकाता रेप-मर्डर केस में 6 लोगों का होगा पॉलीग्राफी टेस्ट — [399, 557, 554, 827]
lead-headline: अति आत्मविश्वास घातक, जनता से जुड़े रहें — [399, 135, 1140, 190]
print-registration-marks — [24, 2007, 1518, 2013]
brief-headline: निर्माणाधीन फार्म हाउस की छत गिरी, पांच मरे — [33, 539, 343, 561]
bottom-section — [24, 1637, 1518, 2001]
space-headline: अंतरिक्ष मिशनों को कचरा-मुक्त बनायेगा भारत — [399, 1154, 843, 1185]
brief-headline: वक्फ बोर्ड को पेंशन रोकने पर नोटिस — [33, 899, 282, 921]
qatar-article: विश्ववार्ता ब्यूरो नयी दिल्ली। भारत ने शुक्रवार को कहा कि उसने गुरु ग्रंथ साहिब की प्रतियां जब्त किए जाने का मुद्दा कतर के समक्ष उठाया है और इस मामले को उच्च प्राथमिकता दी जा रही है। विदेश मंत्रालय के प्रवक्ता रणधीर जायसवाल ने कहा, 'हमने कतर में अधिकारियों द्वारा जब्त किए गए गुरु ग्रंथ साहिब के स्वरूपों से संबंधित रिपोर्ट देखी हैं।' उन्होंने कहा कि इस मामले को कतर के समक्ष उठाया गया है और भारतीय दूतावास ने इस संबंध में सिख समुदाय के प्रतिनिधियों से मुलाकात की है। स्वरूप जब्त किए थे, जिन पर कतर सरकार की मंजूरी के बिना धार्मिक प्रतिष्ठान चलाने का आरोप लगाया गया था। उन्होंने कहा, 'हमारे दूतावास ने स्थानीय कानूनों और नियमों के दायरे में हर संभव सहायता प्रदान की है।' जायसवाल ने कहा, 'पवित्र ग्रंथ के स्वरूप को वापस करने का आश्वासन दिया गया है।' — [399, 912, 775, 1141]
rajnath-subhead: भारत-अमेरिका सुनिश्चित कर सकते हैं वैश्विक शांति और समृद्धि — [938, 886, 1375, 908]
rajnath-headline: वैश्विक मंच पर भारत का कद बढ़ा : राजनाथ — [796, 845, 1303, 881]
sunita-headline: सुनीता विलियम के बारे में नासा आज लेगा निर्णय — [971, 1154, 1439, 1185]
news-brief: निर्माणाधीन फार्म हाउस की छत गिरी, पांच मरे इंदौर। मध्य प्रदेश के इंदौर जिले के महू तहसील अंतर्गत सिमरोल थाना क्षेत्र के चोरल गांव में एक निर्माणाधीन फार्म हाउस की छत गिरने से उसके मलबे में दबे पांच मजदूरों की मौत हो गयी है। सिमरोल थाना क्षेत्र के चोरल गांव में एक फार्म हाउस का निर्माण कार्य चल रहा था। दो दिन पूर्व ही फार्म हाउस की छत ढॉली गयी थी। कल रात ठेकेदार पवन पंचाल (37) और चार अन्य मजदूर उसी छत के नीचे सो रहे थे तथी रात्रि में अचानक छत गिर गयी, जिससे सभी पांचों लोग छत के मलबे में दब गए। मृतकों की पहचान ठेकेदार पवन पंचाल (37), हरिओम (35), अजय (30), गोपाल प्रजापति (45) और राजा (25) के रूप में हुयी है। पुलिस ने मामले में प्रकरण दर्ज कर जांच शुरू कर दी है। — [33, 539, 383, 706]
mother-headline: आरोपी की मां का दावा- 'मेरे बेटे को फंसाया गया' — [1205, 566, 1447, 618]
brief-headline: सेना का यूएवी तकनीकी खराबी से पाक पहुंचा — [33, 178, 343, 200]
brief-body: मध्य प्रदेश के पांढुर्णा जिले के बैतूल-पांढुर्णा मार्ग पर मोहि घाट के समीप एक निजी यात्री बस डिवाइडर से टकराकर अनियंत्रित होकर पलट गयी। दुर्घटना में पांच लोगों की मृत्यु हो गयी और लगभग 39 लोग घायल हो गए, इनमें 19 को नागपुर रेफर किया गया है। भोपाल से हैदराबाद जा रही यात्री बस कल देर रात्रि बैतूल-पांढुर्णा मार्ग पर मोहि घाट के समीप डिवाइडर से टकराकर अनियंत्रित होकर पलट गयी। दुर्घटना में तीन लोगों की घटना स्थल पर मौत हो गयी, जबकि दो अन्य ने अस्पताल ले जाते समय दमतोड़ दिया। वहीं बस सवार लगभग 39 यात्री घायल हो गए, जिनमें 19 लोगों को गंभीर चोट के चलते नागपुर रैफर कर दिया गया है। — [33, 1302, 383, 1428]
brief-headline: शेख हसीना का पासपोर्ट किया गया रद — [33, 1071, 292, 1093]
lead-article: विश्ववार्ता ब्यूरो गाजियाबाद। कार्यकर्ता अति आत्मविश्वास से बचें। आमजन के बीच रहकर संवाद और समन्वय अवश्य स्थापित करें। केंद्र व प्रदेश सरकार ने बिना भेदभाव के हर वर्ग के लिए शासन की योजनाएं उपलब्ध कराई हैं। सरकार द्वारा किए गए विकास कार्यों की जानकारी लेकर मतदाताओं से संवाद स्थापित करें। उन्होंने कहा कि सीएम योगी ने शुक्रवार को गाजियाबाद में आगामी उपचुनाव के दृष्टिगत भाजपा कार्यकर्ताओं और जनप्रतिनिधियों के साथ बैठक की। उन्होंने बूथ स्तर तक जाकर जनता से जुड़ने और विपक्ष के दुष्प्रचार का जवाब देने को कहा। सीएम ने कहा कि प्रत्येक बूथ पर पन्ना प्रमुख सक्रिय रहें और मतदाता सूची का सत्यापन करें। सीएम कार्यकर्ताओं को मंत्र देते हुए कहा कि बूथ जीता तो चुनाव जीता। उन्होंने कहा कि विपक्षी दल जाति के नाम पर समाज को बांटने का प्रयास कर रहे हैं, जिससे सावधान रहना है। विपक्षी दलों के नेताओं से पूछिए कि आखिर एक-एक लाख कहां हैं। अपने वोट के जरिए उनके झूठ का पर्दाफाश कीजिए। सपा-कांग्रेस ने आमजन को गुमराह करने की कोशिश की है। उनके झूठ का पर्दाफाश होना चाहिए। यहां आमजन को भी बताइए कि प्रधानमंत्री नरेंद्र मोदी के नेतृत्व में सरकार ने गरीब कल्याण की योजनाओं को जन-जन तक पहुंचाया है। बैठक में प्रदेश सरकार के मंत्री, सांसद, विधायक तथा पार्टी पदाधिकारी उपस्थित रहे। — [399, 233, 775, 469]
sunita-somnath-photo — [1343, 1254, 1518, 1366]
space-article: विश्ववार्ता ब्यूरो नयी दिल्ली। राष्ट्रपति द्रौपदी मुर्मू ने अंतरिक्ष में जाने वाले अंतरिक्ष मिशनों के लिए कचरा-मुक्त मिशन की पहल की सराहना करते हुए कहा कि भारत वर्ष 2030 तक अपने सभी अंतरिक्ष मिशनों को कचरा-मुक्त बनाने की दिशा में आगे बढ़ रहा है। श्रीमती मुर्मू ने शुक्रवार को यहां भारत मंडपम में पहले राष्ट्रीय अंतरिक्ष दिवस समारोह में हिस्सा लिया। राष्ट्रपति ने कहा कि पिछले वर्ष 23 अगस्त को चंद्रयान-3 के विक्रम लैंडर के सफलतापूर्वक उतरने की याद में मनाया जा रहा है। इस अवसर पर राष्ट्रपति ने रोबोटिक्स चैलेंज और भारतीय अंतरिक्ष हैकाथॉन के विजेताओं को पुरस्कार प्रदान किए। उन्होंने कहा कि अंतरिक्ष क्षेत्र में भारत की उपलब्धियों में हमारे वैज्ञानिकों ने अपना अमूल्य योगदान दिया है। उन्होंने उन समर्पित वैज्ञानिकों की सराहना की जिन्होंने न्यूनतम संसाधनों का उपयोग करके भारत के अंतरिक्ष कार्यक्रम को दुनिया के सर्वश्रेष्ठ अंतरिक्ष कार्यक्रमों में शामिल किया। — [399, 1218, 951, 1394]
